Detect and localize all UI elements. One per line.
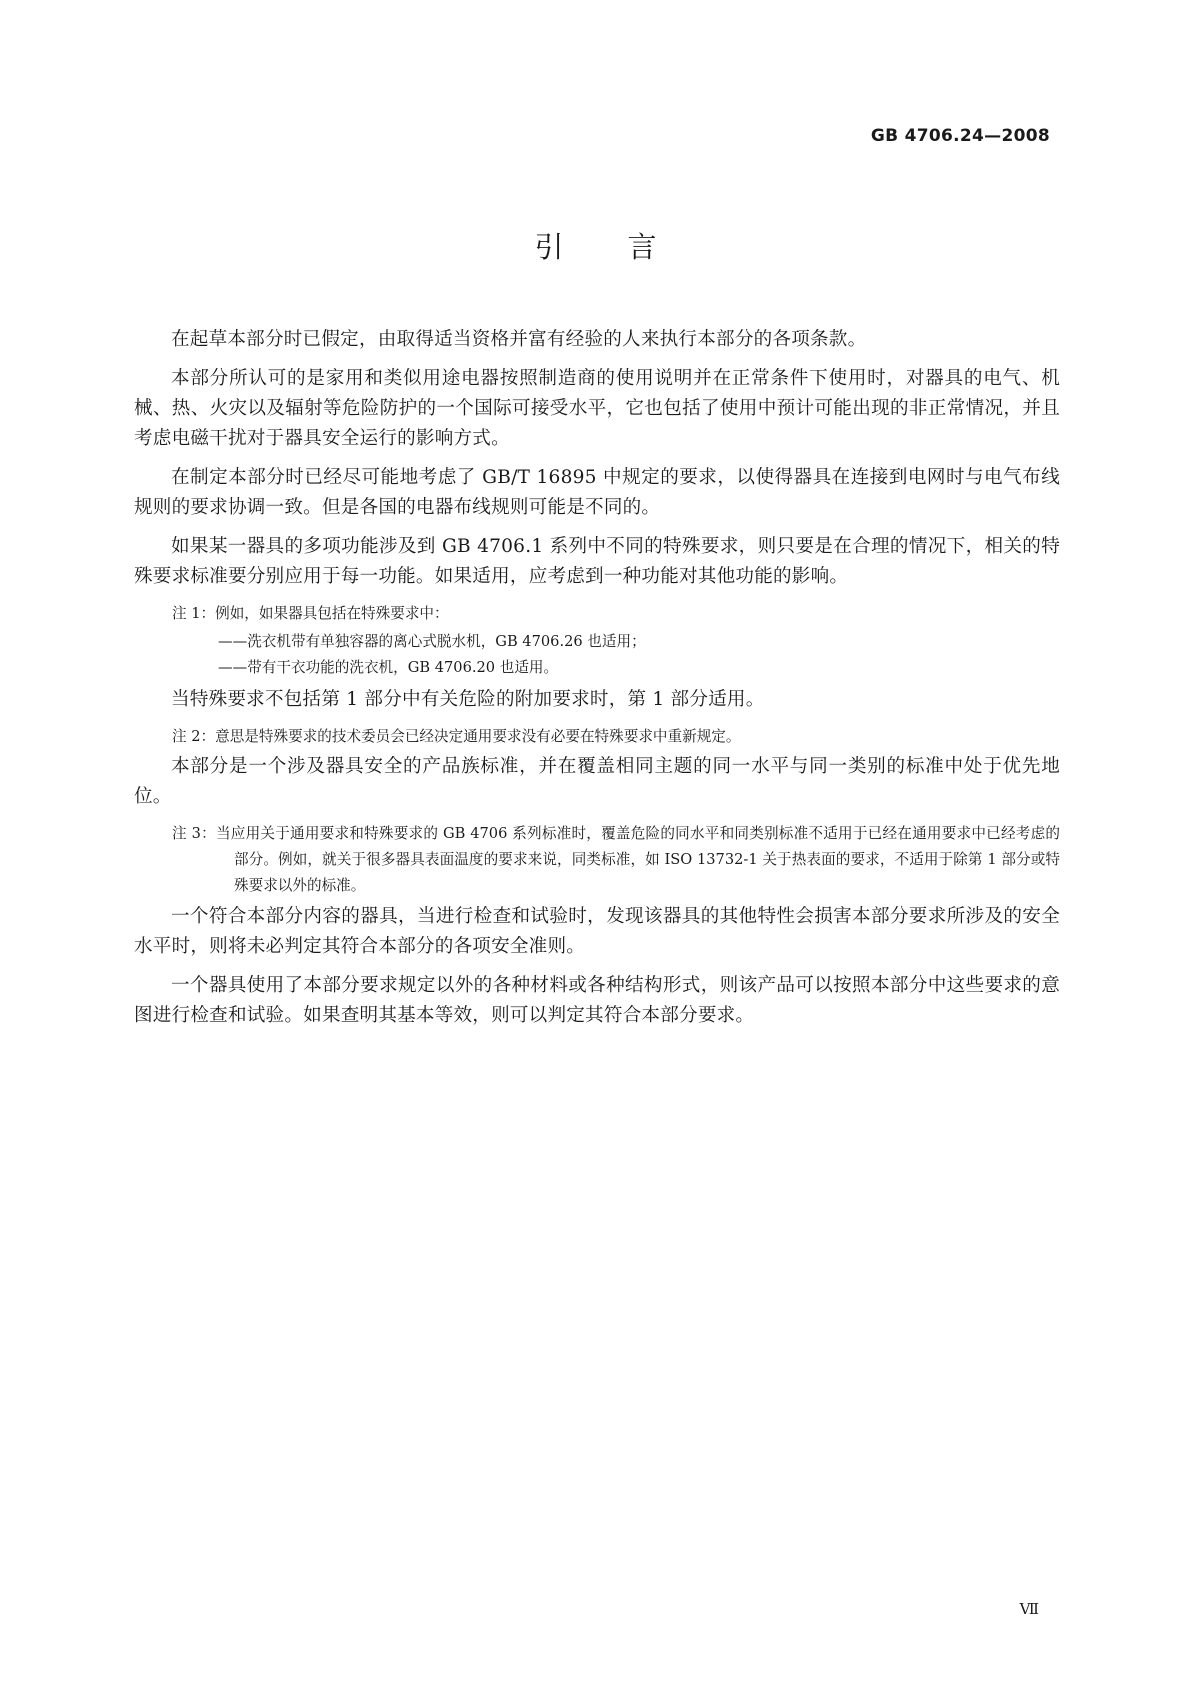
- document-body: [134, 325, 1060, 1040]
- paragraph: 本部分所认可的是家用和类似用途电器按照制造商的使用说明并在正常条件下使用时，对器具的电气、机械、热、火灾以及辐射等危险防护的一个国际可接受水平，它也包括了使用中预计可能出现的非正常情况，并且考虑电磁干扰对于器具安全运行的影响方式。: [134, 368, 1060, 449]
- paragraph: 本部分是一个涉及器具安全的产品族标准，并在覆盖相同主题的同一水平与同一类别的标准中处于优先地位。: [134, 756, 1060, 807]
- paragraph: 在制定本部分时已经尽可能地考虑了 GB/T 16895 中规定的要求，以使得器具在连接到电网时与电气布线规则的要求协调一致。但是各国的电器布线规则可能是不同的。: [134, 467, 1060, 518]
- paragraph: 一个器具使用了本部分要求规定以外的各种材料或各种结构形式，则该产品可以按照本部分中这些要求的意图进行检查和试验。如果查明其基本等效，则可以判定其符合本部分要求。: [134, 975, 1060, 1026]
- page-number: Ⅶ: [1019, 1600, 1038, 1618]
- note-1-item: ——洗衣机带有单独容器的离心式脱水机，GB 4706.26 也适用；: [218, 633, 646, 650]
- note-2: 注 2：意思是特殊要求的技术委员会已经决定通用要求没有必要在特殊要求中重新规定。: [172, 728, 741, 745]
- note-1-item: ——带有干衣功能的洗衣机，GB 4706.20 也适用。: [218, 659, 559, 676]
- paragraph: 当特殊要求不包括第 1 部分中有关危险的附加要求时，第 1 部分适用。: [171, 689, 765, 710]
- note-3: 注 3：当应用关于通用要求和特殊要求的 GB 4706 系列标准时，覆盖危险的同水平和同类别标准不适用于已经在通用要求中已经考虑的部分。例如，就关于很多器具表面温度的要求来说，同类标准，如 ISO 13732-1 关于热表面的要求，不适用于除第 1 部分或特殊要求以外的标准。: [172, 825, 1060, 894]
- paragraph: 一个符合本部分内容的器具，当进行检查和试验时，发现该器具的其他特性会损害本部分要求所涉及的安全水平时，则将未必判定其符合本部分的各项安全准则。: [134, 906, 1060, 957]
- note-1: 注 1：例如，如果器具包括在特殊要求中：: [172, 605, 449, 622]
- page-title: 引言: [534, 230, 721, 264]
- standard-number: GB 4706.24—2008: [870, 126, 1050, 146]
- paragraph: 在起草本部分时已假定，由取得适当资格并富有经验的人来执行本部分的各项条款。: [171, 329, 867, 350]
- paragraph: 如果某一器具的多项功能涉及到 GB 4706.1 系列中不同的特殊要求，则只要是在合理的情况下，相关的特殊要求标准要分别应用于每一功能。如果适用，应考虑到一种功能对其他功能的影响。: [134, 536, 1060, 587]
